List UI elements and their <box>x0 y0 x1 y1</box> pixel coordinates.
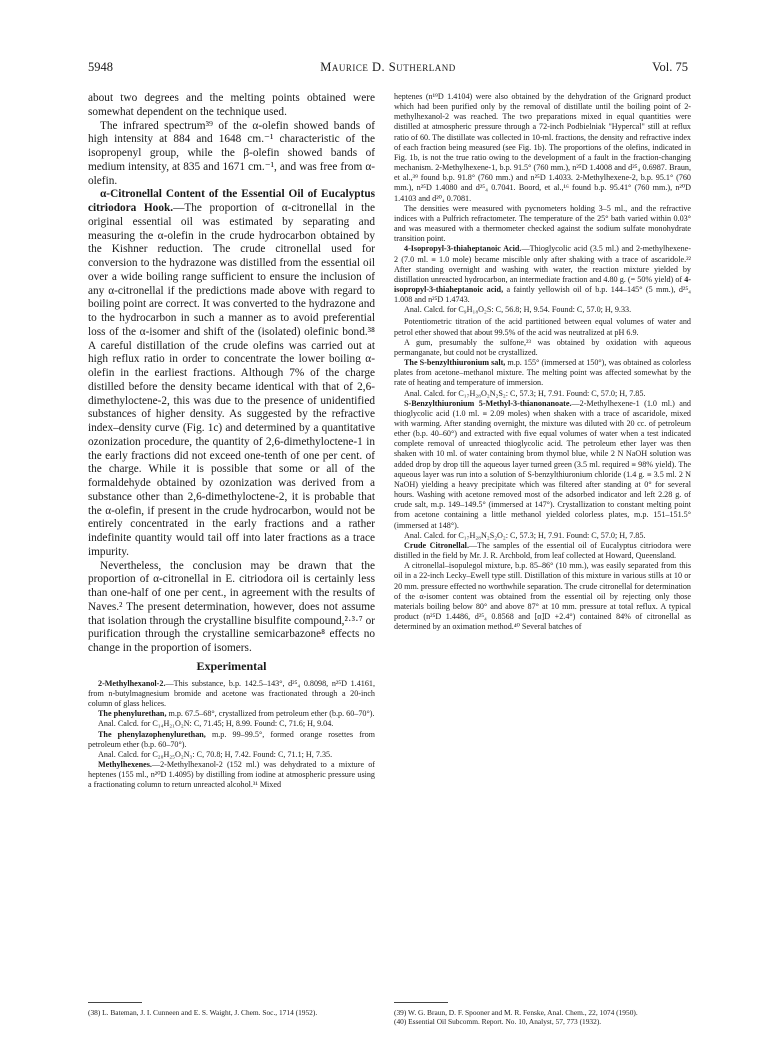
analysis-line: Anal. Calcd. for C₂₀H₂₅O₂N₃: C, 70.8; H, 7.42. Found: C, 71.1; H, 7.35. <box>98 749 333 759</box>
paragraph: Potentiometric titration of the acid partitioned between equal volumes of water and petrol ether showed that about 99.5% of the acid was neutralized at pH 6.9. <box>394 317 691 337</box>
analysis-line: Anal. Calcd. for C₁₇H₂₈N₂S₂O₂: C, 57.3; H, 7.91. Found: C, 57.0; H, 7.85. <box>404 530 646 540</box>
running-author: Maurice D. Sutherland <box>320 60 456 74</box>
paragraph: Nevertheless, the conclusion may be drawn that the proportion of α-citronellal in E. citriodora oil is certainly less than one-half of one per cent., in agreement with the results of Naves.² The present determination, however, does not assume that isolation through the crystalline bisulfite compound,²·³·⁷ or purification through the crystalline semicarbazone⁸ effects no change in the proportion of isomers. <box>88 559 375 654</box>
analysis-line: Anal. Calcd. for C₁₇H₂₈O₂N₂S₂: C, 57.3; H, 7.91. Found: C, 57.0; H, 7.85. <box>404 388 646 398</box>
footnotes-right <box>394 1008 691 1027</box>
paragraph: α-Citronellal Content of the Essential Oil of Eucalyptus citriodora Hook.—The proportion of α-citronellal in the original essential oil was estimated by separating and measuring the α-olefin in the crude hydrocarbon obtained by the Kishner reduction. The crude citronellal used for conversion to the hydrazone was distilled from the essential oil over a wide boiling range sufficient to ensure the inclusion of any α-citronellal if the predictions made above with regard to boiling point are correct. It was converted to the hydrazone and to the hydrocarbon in such a manner as to avoid preferential loss of the α-isomer and shift of the (isolated) olefinic bond.³⁸ A careful distillation of the crude olefins was carried out at high reflux ratio in order to concentrate the lower boiling α-olefin in the earliest fractions. Although 7% of the charge distilled before the density became identical with that of 2,6-dimethyloctene-2, this was due to the presence of unidentified substances of higher density. As suggested by the refractive index–density curve (Fig. 1c) and determined by a quantitative ozonization procedure, the quantity of 2,6-dimethyloctene-1 in the early fractions did not exceed one-tenth of one per cent. of the charge. While it is possible that some or all of the formaldehyde obtained by ozonization was derived from a substance other than 2,6-dimethyloctene-2, it is probable that the α-olefin, if present in the crude hydrocarbon, would not be entirely concentrated in the early fractions and a rather indefinite quantity would tail off into later fractions as a trace impurity. <box>88 188 375 558</box>
paragraph: Crude Citronellal.—The samples of the essential oil of Eucalyptus citriodora were distilled in the field by Mr. J. R. Archbold, from leaf collected at Howard, Queensland. <box>394 540 692 561</box>
analysis-line: Anal. Calcd. for C₉H₁₈O₂S: C, 56.8; H, 9.54. Found: C, 57.0; H, 9.33. <box>404 305 632 315</box>
paragraph: The infrared spectrum³⁹ of the α-olefin showed bands of high intensity at 884 and 1648 cm.⁻¹ characteristic of the isopropenyl group, while the β-olefin showed bands of medium intensity, at 835 and 1671 cm.⁻¹, and was free from α-olefin. <box>88 119 375 187</box>
experimental-heading: Experimental <box>196 658 267 673</box>
section-heading: α-Citronellal Content of the Essential Oil of Eucalyptus citriodora Hook. <box>88 188 375 214</box>
paragraph: S-Benzylthiuronium 5-Methyl-3-thianonanoate.—2-Methylhexene-1 (1.0 ml.) and thioglycolic acid (1.0 ml. ≡ 2.09 moles) when shaken with a trace of ascaridole, mixed with warming. After standing overnight, the mixture was diluted with 20 cc. of petroleum ether (b.p. 40–60°) and extracted with five equal volumes of water when a test indicated complete removal of unreacted thioglycolic acid. The petroleum ether layer was then shaken with 10 ml. of water containing brom thymol blue, while 2 N NaOH solution was added drop by drop till the aqueous layer turned green (3.5 ml. required ≡ 98% yield). The aqueous layer was run into a solution of S-benzylthiuronium chloride (1.4 g. ≡ 3.5 ml. 2 N NaOH) yielding a heavy precipitate which was filtered after standing at 0° for several hours. Washing with acetone removed most of the adsorbed indicator and left 2.28 g. of crude salt, m.p. 149–149.5° (immersed at 147°). Crystallization to constant melting point from acetone containing a little methanol yielded colorless plates, m.p. 151–151.5° (immersed at 148°). <box>394 398 691 530</box>
page-number: 5948 <box>88 60 113 74</box>
footnote-38: (38) L. Bateman, J. I. Cunneen and E. S. Waight, J. Chem. Soc., 1714 (1952). <box>88 1008 318 1017</box>
left-column <box>88 92 375 790</box>
paragraph: A gum, presumably the sulfone,²³ was obtained by oxidation with aqueous permanganate, but could not be crystallized. <box>394 337 691 357</box>
paragraph: The phenylurethan, m.p. 67.5–68°, crystallized from petroleum ether (b.p. 60–70°). <box>98 709 375 719</box>
paragraph: heptenes (n¹⁹D 1.4104) were also obtained by the dehydration of the Grignard product which had been purified only by the removal of distillate until the boiling point of 2-methylhexanol-2 was reached. The two preparations mixed in equal quantities were distilled at atmospheric pressure through a 72-inch Podbielniak "Hypercal" still at reflux ratio of 60. The distillate was collected in 10-ml. fractions, the density and refractive index of each fraction being measured (see Fig. 1b). The proportions of the olefins, indicated in Fig. 1b, is not the true ratio owing to the development of a fault in the fraction-changing mechanism. 2-Methylhexene-1, b.p. 91.5° (760 mm.), n²⁵D 1.4008 and d²⁵₄ 0.6987. Braun, et al.,³⁹ found b.p. 91.8° (760 mm.) and n²⁵D 1.4033. 2-Methylhexene-2, b.p. 95.1° (760 mm.), n²⁵D 1.4080 and d²⁵₄ 0.7041. Boord, et al.,¹⁶ found b.p. 95.41° (760 mm.), n²⁰D 1.4103 and d²⁰₄ 0.7081. <box>394 92 691 203</box>
footnote-rule <box>88 1002 142 1003</box>
footnote-40: (40) Essential Oil Subcomm. Report. No. 10, Analyst, 57, 773 (1932). <box>394 1017 602 1027</box>
paragraph: about two degrees and the melting points obtained were somewhat dependent on the technique used. <box>88 92 375 118</box>
page-header <box>88 60 688 78</box>
paragraph: The densities were measured with pycnometers holding 3–5 ml., and the refractive indices with a Pulfrich refractometer. The temperature of the 25° bath varied within 0.03° and was measured with a thermometer checked against the sodium sulfate monohydrate transition point. <box>394 203 691 244</box>
right-column <box>394 92 691 632</box>
volume-label: Vol. 75 <box>652 60 688 74</box>
footnote-rule <box>394 1002 448 1003</box>
paragraph: The phenylazophenylurethan, m.p. 99–99.5°, formed orange rosettes from petroleum ether (b.p. 60–70°). <box>88 729 375 749</box>
paragraph: 2-Methylhexanol-2.—This substance, b.p. 142.5–143°, d²⁵₄ 0.8098, n²⁵D 1.4161, from n-butylmagnesium bromide and acetone was fractionated through a 20-inch column of glass helices. <box>88 678 375 709</box>
footnote-39: (39) W. G. Braun, D. F. Spooner and M. R. Fenske, Anal. Chem., 22, 1074 (1950). <box>394 1008 638 1017</box>
paragraph: Methylhexenes.—2-Methylhexanol-2 (152 ml.) was dehydrated to a mixture of heptenes (155 ml., n²⁰D 1.4095) by distilling from iodine at atmospheric pressure using a fractionating column to return unreacted alcohol.³¹ Mixed <box>88 760 375 790</box>
paragraph: 4-Isopropyl-3-thiaheptanoic Acid.—Thioglycolic acid (3.5 ml.) and 2-methylhexene-2 (7.0 ml. ≡ 1.0 mole) became miscible only after shaking with a trace of ascaridole.²² After standing overnight and washing with water, the reaction mixture yielded by distillation unreacted hydrocarbon, an intermediate fraction and 4.80 g. (= 50% yield) of 4-isopropyl-3-thiaheptanoic acid, a faintly yellowish oil of b.p. 144–145° (5 mm.), d²⁵₄ 1.008 and n²⁵D 1.4743. <box>394 244 691 305</box>
paragraph: The S-benzylthiuronium salt, m.p. 155° (immersed at 150°), was obtained as colorless plates from acetone–methanol mixture. The melting point was affected somewhat by the rate of heating and temperature of immersion. <box>394 358 691 388</box>
analysis-line: Anal. Calcd. for C₁₄H₂₁O₂N: C, 71.45; H, 8.99. Found: C, 71.6; H, 9.04. <box>98 719 334 729</box>
paragraph: A citronellal–isopulegol mixture, b.p. 85–86° (10 mm.), was easily separated from this oil in a 22-inch Lecky–Ewell type still. Distillation of this mixture in various stills at 10 or 20 mm. pressure effected no worthwhile separation. The crude citronellal for determination of the α-isomer content was obtained from the essential oil by rejecting only those materials boiling below 80° and above 87° at 10 mm. pressure at total reflux. A typical product (n²⁵D 1.4486, d²⁵₄ 0.8568 and [α]D +2.4°) contained 84% of citronellal as determined by an oximation method.⁴⁰ Several batches of <box>394 561 691 632</box>
